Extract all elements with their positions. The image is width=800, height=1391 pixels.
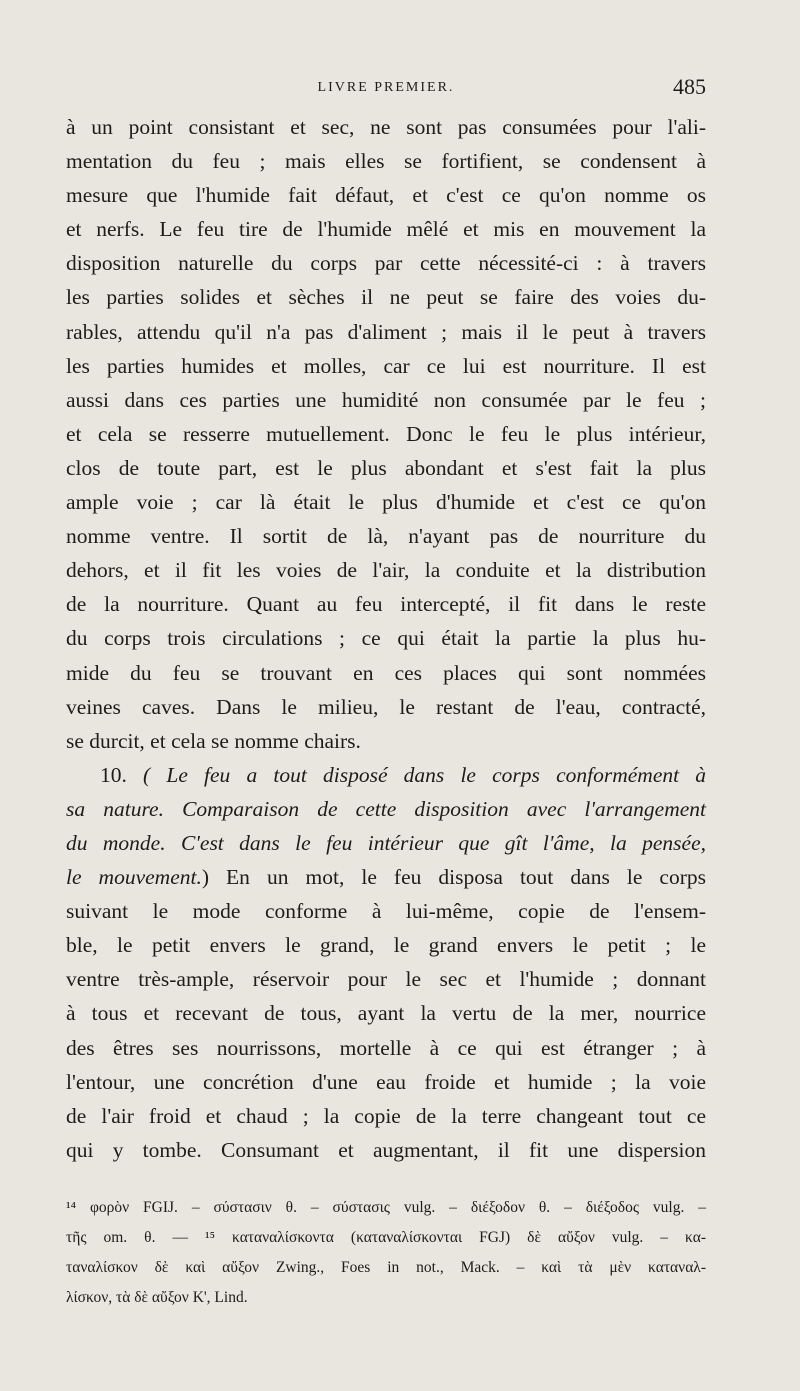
text-line: l'entour, une concrétion d'une eau froide et humide ; la voie: [66, 1069, 706, 1094]
text-line: qui y tombe. Consumant et augmentant, il fit une dispersion: [66, 1137, 706, 1162]
text-line: aussi dans ces parties une humidité non consumée par le feu ;: [66, 387, 706, 412]
text-line: à un point consistant et sec, ne sont pas consumées pour l'ali-: [66, 115, 706, 139]
footnote-line: τῆς om. θ. — ¹⁵ καταναλίσκοντα (καταναλίσκονται FGJ) δὲ αὔξον vulg. – κα-: [66, 1229, 706, 1246]
text-line: se durcit, et cela se nomme chairs.: [66, 728, 361, 753]
running-title: LIVRE PREMIER.: [317, 80, 455, 95]
text-line: à tous et recevant de tous, ayant la vertu de la mer, nourrice: [66, 1001, 706, 1026]
text-line: clos de toute part, est le plus abondant et s'est fait la plus: [66, 455, 706, 480]
text-line: les parties solides et sèches il ne peut se faire des voies du-: [66, 285, 706, 310]
text-line: du corps trois circulations ; ce qui était la partie la plus hu-: [66, 626, 706, 651]
page-header: [66, 74, 706, 104]
text-line: et cela se resserre mutuellement. Donc le feu le plus intérieur,: [66, 421, 706, 446]
section-text-start: ) En un mot, le feu disposa tout dans le corps: [201, 865, 707, 890]
text-line: ventre très-ample, réservoir pour le sec et l'humide ; donnant: [66, 967, 706, 992]
section-summary-line: sa nature. Comparaison de cette disposition avec l'arrangement: [66, 796, 706, 821]
text-line: veines caves. Dans le milieu, le restant de l'eau, contracté,: [66, 694, 706, 719]
text-line: ble, le petit envers le grand, le grand envers le petit ; le: [66, 933, 706, 958]
text-line: mide du feu se trouvant en ces places qui sont nommées: [66, 660, 706, 685]
section-summary-line: du monde. C'est dans le feu intérieur que gît l'âme, la pensée,: [66, 830, 706, 855]
footnotes: [66, 1193, 706, 1313]
text-line: et nerfs. Le feu tire de l'humide mêlé et mis en mouvement la: [66, 217, 706, 242]
footnote-line: λίσκον, τὰ δὲ αὔξον K', Lind.: [66, 1289, 248, 1306]
text-line: les parties humides et molles, car ce lui est nourriture. Il est: [66, 353, 706, 378]
text-line: disposition naturelle du corps par cette nécessité-ci : à travers: [66, 251, 706, 276]
section-summary: ( Le feu a tout disposé dans le corps conformément à: [143, 762, 707, 787]
text-line: des êtres ses nourrissons, mortelle à ce qui est étranger ; à: [66, 1035, 706, 1060]
text-line: dehors, et il fit les voies de l'air, la conduite et la distribution: [66, 558, 706, 583]
section-heading-line: [66, 758, 706, 792]
footnote-line: ¹⁴ φορὸν FGIJ. – σύστασιν θ. – σύστασις vulg. – διέξοδον θ. – διέξοδος vulg. –: [66, 1199, 706, 1216]
text-line: rables, attendu qu'il n'a pas d'aliment ; mais il le peut à travers: [66, 319, 706, 344]
text-line: nomme ventre. Il sortit de là, n'ayant pas de nourriture du: [66, 524, 706, 549]
text-line: de la nourriture. Quant au feu intercepté, il fit dans le reste: [66, 592, 706, 617]
section-summary-end: le mouvement.: [66, 865, 202, 890]
text-line: mesure que l'humide fait défaut, et c'est ce qu'on nomme os: [66, 183, 706, 208]
text-line: suivant le mode conforme à lui-même, copie de l'ensem-: [66, 899, 706, 924]
section-number: 10.: [100, 762, 127, 787]
footnote-line: ταναλίσκον δὲ καὶ αὔξον Zwing., Foes in not., Mack. – καὶ τὰ μὲν καταναλ-: [66, 1259, 706, 1276]
text-line: de l'air froid et chaud ; la copie de la terre changeant tout ce: [66, 1103, 706, 1128]
page-number: 485: [673, 74, 706, 99]
main-text: [66, 110, 706, 1167]
text-line: [66, 860, 706, 894]
text-line: ample voie ; car là était le plus d'humide et c'est ce qu'on: [66, 490, 706, 515]
text-line: mentation du feu ; mais elles se fortifient, se condensent à: [66, 149, 706, 174]
